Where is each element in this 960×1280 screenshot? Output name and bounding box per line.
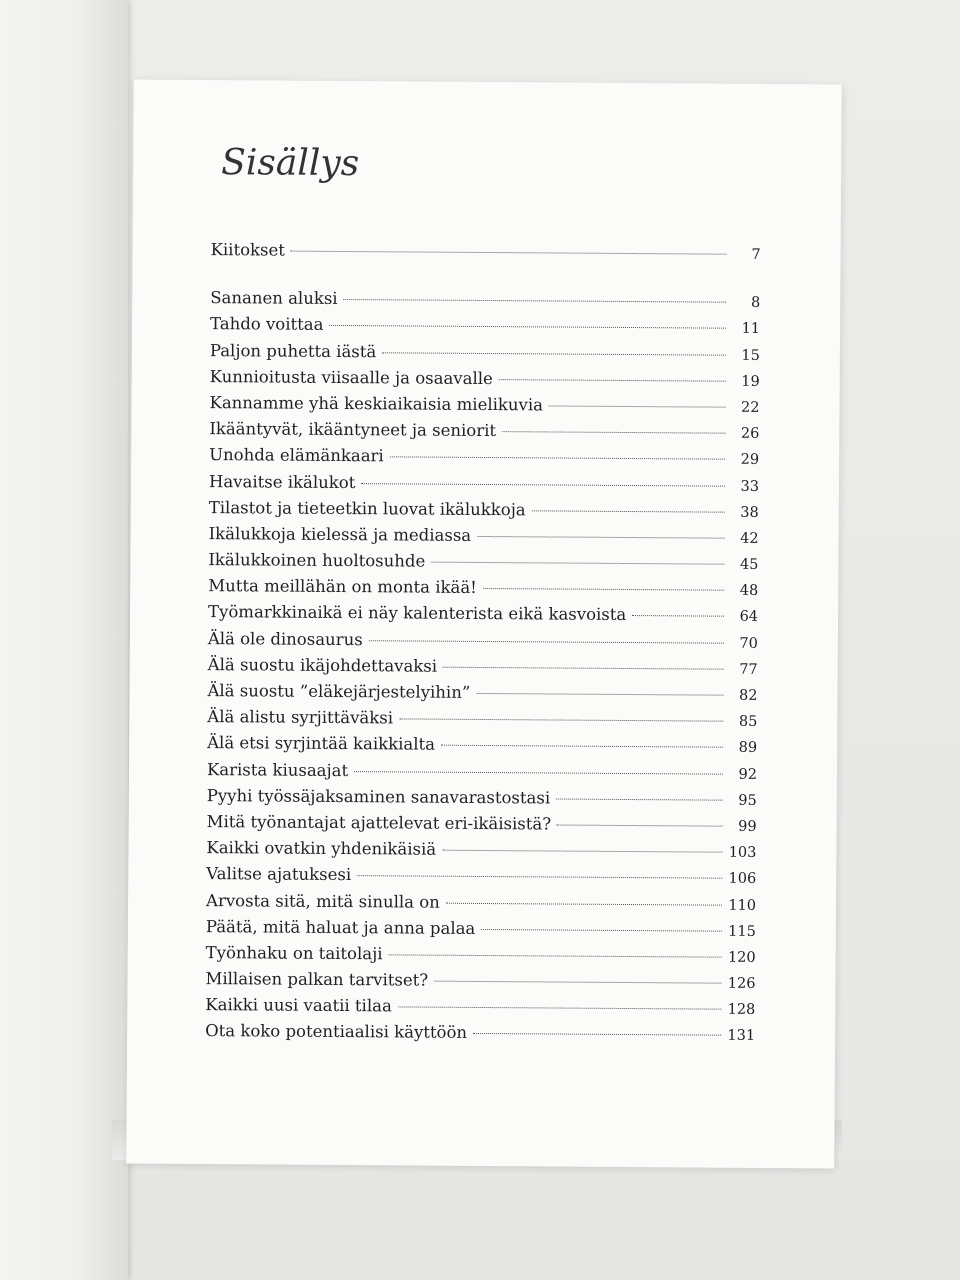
dot-leader xyxy=(446,902,722,905)
dot-leader xyxy=(291,251,727,255)
toc-entry-page-number: 106 xyxy=(728,871,757,888)
toc-entry xyxy=(206,891,756,921)
dot-leader xyxy=(399,719,723,722)
toc-entry-title: Kaikki uusi vaatii tilaa xyxy=(205,995,392,1016)
toc-entry xyxy=(209,445,759,475)
page-title: Sisällys xyxy=(221,142,360,185)
toc-entry xyxy=(208,655,758,685)
dot-leader xyxy=(632,615,724,617)
toc-entry-page-number: 29 xyxy=(740,452,760,469)
toc-entry-title: Ikälukkoinen huoltosuhde xyxy=(208,550,426,571)
dot-leader xyxy=(532,510,725,512)
toc-entry-page-number: 95 xyxy=(738,792,757,809)
dot-leader xyxy=(329,325,726,329)
toc-entry-page-number: 7 xyxy=(751,246,761,263)
dot-leader xyxy=(382,352,726,355)
toc-entry-page-number: 85 xyxy=(738,713,758,731)
toc-entry-page-number: 126 xyxy=(727,975,756,992)
toc-entry-page-number: 8 xyxy=(750,295,761,312)
toc-entry-title: Älä etsi syrjintää kaikkialta xyxy=(207,733,436,755)
toc-entry xyxy=(207,681,757,711)
dot-leader xyxy=(481,929,722,932)
toc-entry-page-number: 82 xyxy=(738,687,758,704)
dot-leader xyxy=(398,1007,721,1010)
toc-entry-title: Tilastot ja tieteetkin luovat ikälukkoja xyxy=(208,497,526,519)
toc-entry xyxy=(209,419,759,449)
dot-leader xyxy=(389,954,722,957)
toc-entry-page-number: 103 xyxy=(728,844,757,862)
toc-entry-title: Sananen aluksi xyxy=(210,288,338,309)
left-page xyxy=(0,0,128,1280)
toc-entry xyxy=(205,995,755,1025)
toc-entry-title: Millaisen palkan tarvitset? xyxy=(205,969,429,990)
toc-entry xyxy=(210,314,760,344)
dot-leader xyxy=(434,981,721,984)
toc-entry-page-number: 77 xyxy=(739,661,758,678)
dot-leader xyxy=(549,405,726,407)
toc-entry-page-number: 48 xyxy=(739,583,759,600)
toc-entry xyxy=(206,812,756,842)
toc-entry xyxy=(209,472,759,502)
toc-entry-title: Kunnioitusta viisaalle ja osaavalle xyxy=(209,366,493,388)
toc-entry xyxy=(210,341,760,371)
toc-entry-title: Karista kiusaajat xyxy=(206,759,349,780)
toc-entry-title: Mitä työnantajat ajattelevat eri-ikäisistä? xyxy=(206,812,552,834)
dot-leader xyxy=(477,536,724,539)
toc-entry xyxy=(206,917,756,947)
toc-entry-title: Älä suostu ikäjohdettavaksi xyxy=(207,654,438,676)
toc-entry-title: Tahdo voittaa xyxy=(210,314,324,335)
toc-entry-page-number: 120 xyxy=(727,949,756,966)
toc-entry-page-number: 15 xyxy=(741,347,760,364)
dot-leader xyxy=(473,1033,721,1036)
toc-entry-page-number: 110 xyxy=(728,897,757,914)
toc-entry-page-number: 89 xyxy=(738,740,758,757)
toc-entry xyxy=(210,367,760,397)
toc-entry xyxy=(209,524,759,554)
toc-entry-page-number: 99 xyxy=(738,818,757,835)
toc-entry-title: Työmarkkinaikä ei näy kalenterista eikä kasvoista xyxy=(208,602,627,625)
toc-entry-title: Valitse ajatuksesi xyxy=(206,864,352,885)
toc-entry-page-number: 22 xyxy=(741,399,760,416)
toc-entry-title: Mutta meillähän on monta ikää! xyxy=(208,576,477,598)
dot-leader xyxy=(483,588,724,591)
toc-entry-page-number: 45 xyxy=(739,556,759,573)
toc-entry xyxy=(206,838,756,868)
toc-entry xyxy=(210,240,760,270)
toc-entry-title: Kannamme yhä keskiaikaisia mielikuvia xyxy=(209,393,544,415)
toc-entry xyxy=(206,864,756,894)
toc-entry-title: Älä suostu ”eläkejärjestelyihin” xyxy=(207,681,471,702)
dot-leader xyxy=(443,667,724,670)
dot-leader xyxy=(390,457,725,460)
toc-entry-title: Älä alistu syrjittäväksi xyxy=(207,707,394,728)
toc-entry-page-number: 131 xyxy=(727,1028,756,1045)
toc-entry-title: Pyyhi työssäjaksaminen sanavarastostasi xyxy=(206,785,551,808)
table-of-contents xyxy=(205,240,761,1051)
dot-leader xyxy=(431,562,724,565)
toc-entry-page-number: 33 xyxy=(740,478,760,495)
toc-entry-page-number: 11 xyxy=(741,321,761,338)
toc-entry-page-number: 26 xyxy=(740,425,760,443)
dot-leader xyxy=(369,640,724,643)
dot-leader xyxy=(502,431,725,434)
toc-entry-title: Ota koko potentiaalisi käyttöön xyxy=(205,1021,468,1043)
toc-entry xyxy=(207,733,757,763)
toc-entry-page-number: 19 xyxy=(741,373,760,390)
dot-leader xyxy=(357,875,722,879)
toc-entry xyxy=(206,943,756,973)
dot-leader xyxy=(441,745,723,748)
toc-entry-page-number: 128 xyxy=(727,1001,756,1019)
toc-entry xyxy=(208,550,758,580)
toc-entry-title: Työnhaku on taitolaji xyxy=(205,942,383,964)
toc-entry xyxy=(209,498,759,528)
toc-entry xyxy=(205,1022,755,1052)
toc-entry-title: Unohda elämänkaari xyxy=(209,445,384,466)
toc-entry-title: Paljon puhetta iästä xyxy=(209,340,377,361)
dot-leader xyxy=(354,771,723,775)
toc-entry xyxy=(208,629,758,659)
dot-leader xyxy=(557,824,723,826)
toc-entry xyxy=(209,393,759,423)
toc-entry xyxy=(210,288,760,318)
dot-leader xyxy=(361,483,725,487)
toc-entry-title: Ikälukkoja kielessä ja mediassa xyxy=(208,523,472,545)
dot-leader xyxy=(499,379,726,382)
toc-entry-page-number: 92 xyxy=(738,766,758,783)
toc-entry-title: Kaikki ovatkin yhdenikäisiä xyxy=(206,838,437,859)
toc-entry-page-number: 115 xyxy=(728,923,756,940)
toc-entry-title: Älä ole dinosaurus xyxy=(207,628,363,649)
toc-entry-title: Arvosta sitä, mitä sinulla on xyxy=(205,890,440,912)
toc-entry-page-number: 64 xyxy=(739,609,759,626)
toc-entry-page-number: 42 xyxy=(740,530,759,547)
toc-entry-title: Havaitse ikälukot xyxy=(208,471,356,492)
toc-entry xyxy=(205,969,755,999)
dot-leader xyxy=(556,798,723,800)
toc-entry-page-number: 70 xyxy=(739,635,758,652)
toc-entry xyxy=(207,786,757,816)
dot-leader xyxy=(344,299,727,303)
toc-entry-page-number: 38 xyxy=(740,504,759,521)
toc-entry xyxy=(208,576,758,606)
toc-entry xyxy=(207,760,757,790)
toc-page xyxy=(126,80,842,1169)
dot-leader xyxy=(442,850,722,853)
toc-entry-title: Päätä, mitä haluat ja anna palaa xyxy=(205,916,476,938)
toc-entry-title: Kiitokset xyxy=(210,240,285,260)
toc-entry xyxy=(208,603,758,633)
toc-entry-title: Ikääntyvät, ikääntyneet ja seniorit xyxy=(209,419,497,441)
dot-leader xyxy=(476,693,723,696)
